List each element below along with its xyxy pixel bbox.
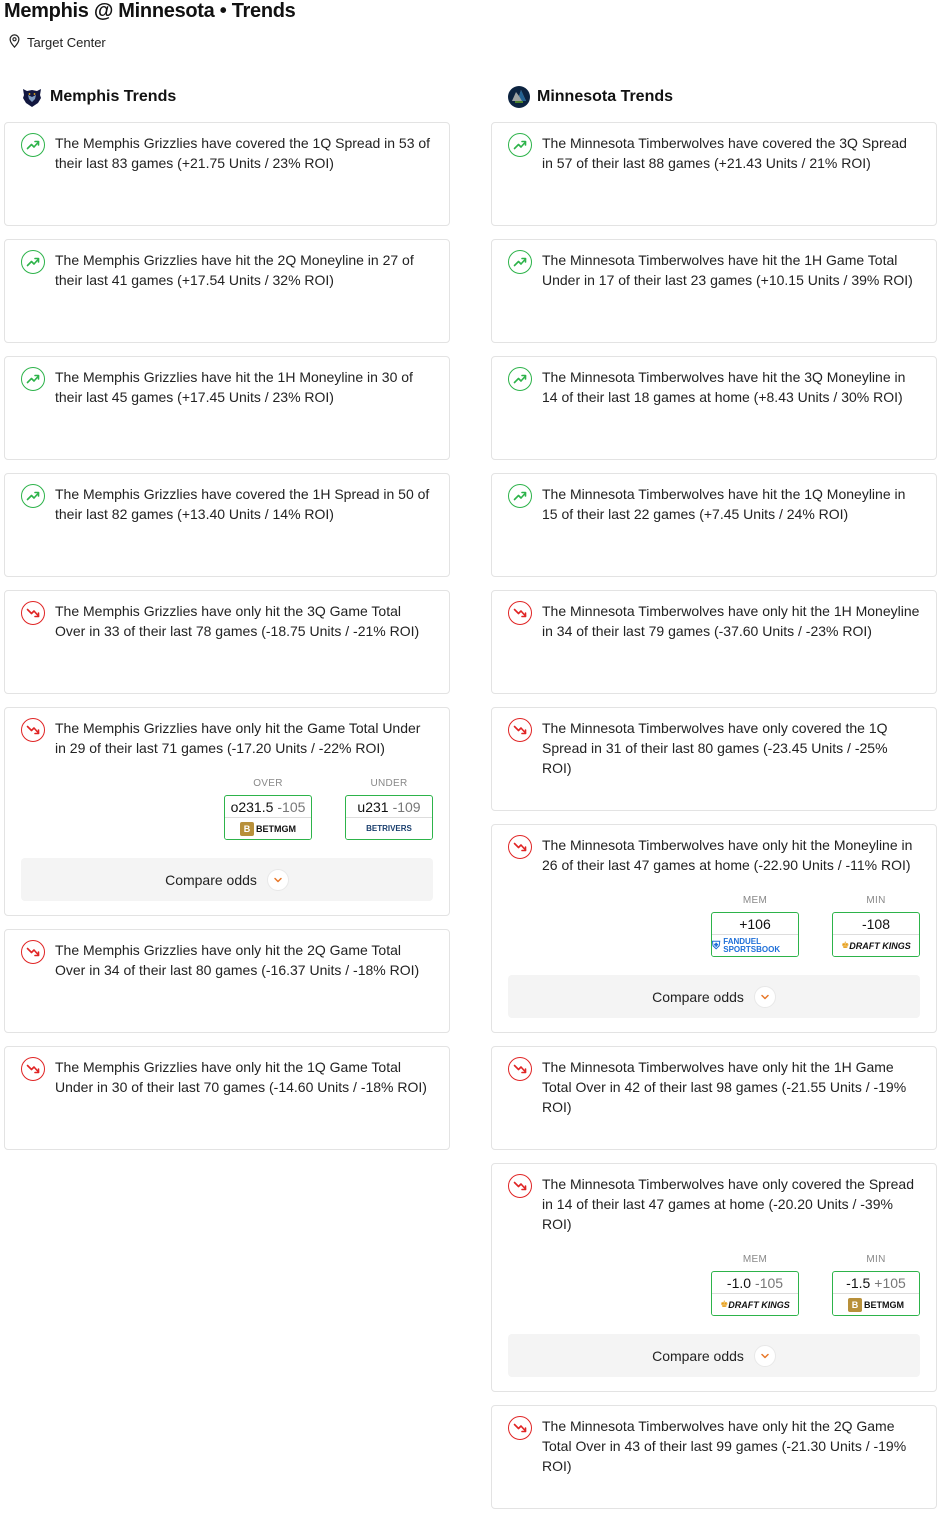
chevron-down-icon (754, 1345, 776, 1367)
trend-down-icon (21, 601, 45, 625)
odds-area (508, 1254, 920, 1316)
odds-value (346, 796, 432, 818)
trend-row (508, 484, 920, 524)
odds-value (712, 1272, 798, 1294)
trend-down-icon (508, 718, 532, 742)
memphis-trend-card (4, 707, 450, 916)
odds-option (224, 778, 312, 840)
odds-line: -1.5 (846, 1274, 871, 1291)
odds-button[interactable] (345, 795, 433, 840)
trend-row (21, 1057, 433, 1097)
odds-line: -108 (861, 915, 891, 932)
odds-label: MIN (866, 895, 886, 906)
trend-text: The Memphis Grizzlies have only hit the 3Q Game Total Over in 33 of their last 78 games (-18.75 Units / -21% ROI) (55, 603, 420, 639)
trend-text: The Minnesota Timberwolves have only hit the 1H Moneyline in 34 of their last 79 games (-37.60 Units / -23% ROI) (542, 603, 920, 639)
fanduel-shield-icon: ⛨ (712, 939, 721, 952)
odds-label: MEM (742, 895, 768, 906)
odds-label: UNDER (370, 778, 408, 789)
trend-down-icon (508, 835, 532, 859)
memphis-trend-card (4, 356, 450, 460)
sportsbook-logo: ♚ DRAFT KINGS (833, 935, 919, 956)
minnesota-trend-card (491, 707, 937, 811)
memphis-trend-card (4, 473, 450, 577)
trend-text: The Memphis Grizzlies have hit the 1H Moneyline in 30 of their last 45 games (+17.45 Units / 23% ROI) (55, 369, 413, 405)
memphis-trend-card (4, 122, 450, 226)
odds-line: -1.0 (726, 1274, 752, 1291)
betmgm-logo-icon: B (240, 822, 254, 836)
trend-row (21, 133, 433, 173)
compare-odds-button[interactable] (21, 858, 433, 901)
trend-text: The Memphis Grizzlies have hit the 2Q Moneyline in 27 of their last 41 games (+17.54 Units / 32% ROI) (55, 252, 414, 288)
trend-row (508, 250, 920, 290)
page-title: Memphis @ Minnesota • Trends (4, 0, 296, 22)
sportsbook-logo: ⛨ FANDUEL SPORTSBOOK (712, 935, 798, 956)
memphis-trends-header (4, 84, 450, 110)
odds-label: MEM (742, 1254, 768, 1265)
trend-down-icon (21, 718, 45, 742)
trend-down-icon (508, 1057, 532, 1081)
trend-up-icon (21, 133, 45, 157)
memphis-trends-title: Memphis Trends (50, 88, 177, 105)
minnesota-trends-column (491, 84, 937, 1518)
odds-option (832, 1254, 920, 1316)
minnesota-trends-title: Minnesota Trends (537, 88, 674, 105)
odds-value (225, 796, 311, 818)
trend-text: The Minnesota Timberwolves have hit the 1H Game Total Under in 17 of their last 23 games (+10.15 Units / 39% ROI) (542, 252, 913, 288)
odds-option (711, 1254, 799, 1316)
minnesota-trend-card (491, 1046, 937, 1150)
compare-odds-label: Compare odds (165, 871, 257, 888)
minnesota-trend-list (491, 122, 937, 1509)
trend-row (508, 1174, 920, 1234)
minnesota-trend-card (491, 824, 937, 1033)
trend-text: The Memphis Grizzlies have covered the 1H Spread in 50 of their last 82 games (+13.40 Units / 14% ROI) (55, 486, 430, 522)
minnesota-trend-card (491, 473, 937, 577)
trend-row (508, 835, 920, 875)
chevron-down-icon (267, 869, 289, 891)
trend-row (508, 1057, 920, 1117)
betmgm-logo-icon: B (848, 1298, 862, 1312)
minnesota-trend-card (491, 1163, 937, 1392)
odds-label: MIN (866, 1254, 886, 1265)
trend-down-icon (21, 1057, 45, 1081)
trend-row (21, 367, 433, 407)
odds-area (508, 895, 920, 957)
minnesota-trends-header (491, 84, 937, 110)
odds-line: +106 (739, 915, 771, 932)
trend-up-icon (508, 484, 532, 508)
odds-button[interactable] (711, 912, 799, 957)
draftkings-crown-icon: ♚ (841, 940, 850, 950)
trend-row (21, 484, 433, 524)
trend-text: The Minnesota Timberwolves have only hit the 2Q Game Total Over in 43 of their last 99 games (-21.30 Units / -19% ROI) (542, 1418, 907, 1474)
trend-text: The Memphis Grizzlies have only hit the Game Total Under in 29 of their last 71 games (-17.20 Units / -22% ROI) (55, 720, 421, 756)
odds-value (833, 913, 919, 935)
trend-text: The Minnesota Timberwolves have only covered the Spread in 14 of their last 47 games at home (-20.20 Units / -39% ROI) (542, 1176, 914, 1232)
compare-odds-label: Compare odds (652, 988, 744, 1005)
memphis-trend-card (4, 590, 450, 694)
trend-row (21, 940, 433, 980)
odds-value (712, 913, 798, 935)
memphis-trends-column (4, 84, 450, 1163)
minnesota-trend-card (491, 122, 937, 226)
trend-down-icon (508, 1416, 532, 1440)
trend-row (21, 250, 433, 290)
trend-down-icon (21, 940, 45, 964)
odds-price: -109 (392, 798, 421, 815)
trend-row (21, 718, 433, 758)
odds-option (345, 778, 433, 840)
minnesota-trend-card (491, 590, 937, 694)
sportsbook-logo: B BETMGM (225, 818, 311, 839)
trend-text: The Minnesota Timberwolves have only hit the 1H Game Total Over in 42 of their last 98 games (-21.55 Units / -19% ROI) (542, 1059, 907, 1115)
memphis-trend-card (4, 1046, 450, 1150)
odds-price: -105 (755, 1274, 784, 1291)
odds-button[interactable] (832, 912, 920, 957)
trend-up-icon (21, 250, 45, 274)
venue (8, 34, 106, 51)
odds-option (711, 895, 799, 957)
trend-text: The Minnesota Timberwolves have hit the 1Q Moneyline in 15 of their last 22 games (+7.45 Units / 24% ROI) (542, 486, 906, 522)
venue-name: Target Center (27, 35, 106, 50)
trend-text: The Minnesota Timberwolves have only covered the 1Q Spread in 31 of their last 80 games (-23.45 Units / -25% ROI) (542, 720, 888, 776)
timberwolves-logo-icon (507, 85, 531, 109)
odds-button[interactable] (224, 795, 312, 840)
trend-text: The Minnesota Timberwolves have hit the 3Q Moneyline in 14 of their last 18 games at home (+8.43 Units / 30% ROI) (542, 369, 906, 405)
minnesota-trend-card (491, 239, 937, 343)
odds-price: -105 (277, 798, 306, 815)
odds-button[interactable] (832, 1271, 920, 1316)
memphis-trend-list (4, 122, 450, 1150)
trend-up-icon (21, 367, 45, 391)
odds-option (832, 895, 920, 957)
location-pin-icon (8, 34, 21, 51)
minnesota-trend-card (491, 356, 937, 460)
trend-up-icon (508, 367, 532, 391)
odds-line: u231 (357, 798, 389, 815)
trend-row (508, 601, 920, 641)
odds-button[interactable] (711, 1271, 799, 1316)
trend-text: The Memphis Grizzlies have only hit the 1Q Game Total Under in 30 of their last 70 games (-14.60 Units / -18% ROI) (55, 1059, 427, 1095)
draftkings-crown-icon: ♚ (720, 1299, 729, 1309)
sportsbook-logo: ♚ DRAFT KINGS (712, 1294, 798, 1315)
compare-odds-label: Compare odds (652, 1347, 744, 1364)
trend-row (21, 601, 433, 641)
trend-row (508, 133, 920, 173)
trend-row (508, 367, 920, 407)
trend-up-icon (508, 133, 532, 157)
memphis-trend-card (4, 929, 450, 1033)
chevron-down-icon (754, 986, 776, 1008)
compare-odds-button[interactable] (508, 975, 920, 1018)
minnesota-trend-card (491, 1405, 937, 1509)
sportsbook-logo: B BETMGM (833, 1294, 919, 1315)
trend-down-icon (508, 601, 532, 625)
odds-area (21, 778, 433, 840)
odds-price: +105 (874, 1274, 906, 1291)
odds-value (833, 1272, 919, 1294)
odds-line: o231.5 (230, 798, 274, 815)
trend-text: The Minnesota Timberwolves have covered the 3Q Spread in 57 of their last 88 games (+21.43 Units / 21% ROI) (542, 135, 907, 171)
grizzlies-logo-icon (20, 85, 44, 109)
compare-odds-button[interactable] (508, 1334, 920, 1377)
trend-row (508, 1416, 920, 1476)
trend-down-icon (508, 1174, 532, 1198)
odds-label: OVER (253, 778, 283, 789)
trend-up-icon (21, 484, 45, 508)
trend-up-icon (508, 250, 532, 274)
trend-text: The Memphis Grizzlies have covered the 1Q Spread in 53 of their last 83 games (+21.75 Units / 23% ROI) (55, 135, 431, 171)
trend-row (508, 718, 920, 778)
trend-text: The Minnesota Timberwolves have only hit the Moneyline in 26 of their last 47 games at home (-22.90 Units / -11% ROI) (542, 837, 913, 873)
sportsbook-logo: BETRIVERS (346, 818, 432, 839)
trend-text: The Memphis Grizzlies have only hit the 2Q Game Total Over in 34 of their last 80 games (-16.37 Units / -18% ROI) (55, 942, 420, 978)
memphis-trend-card (4, 239, 450, 343)
